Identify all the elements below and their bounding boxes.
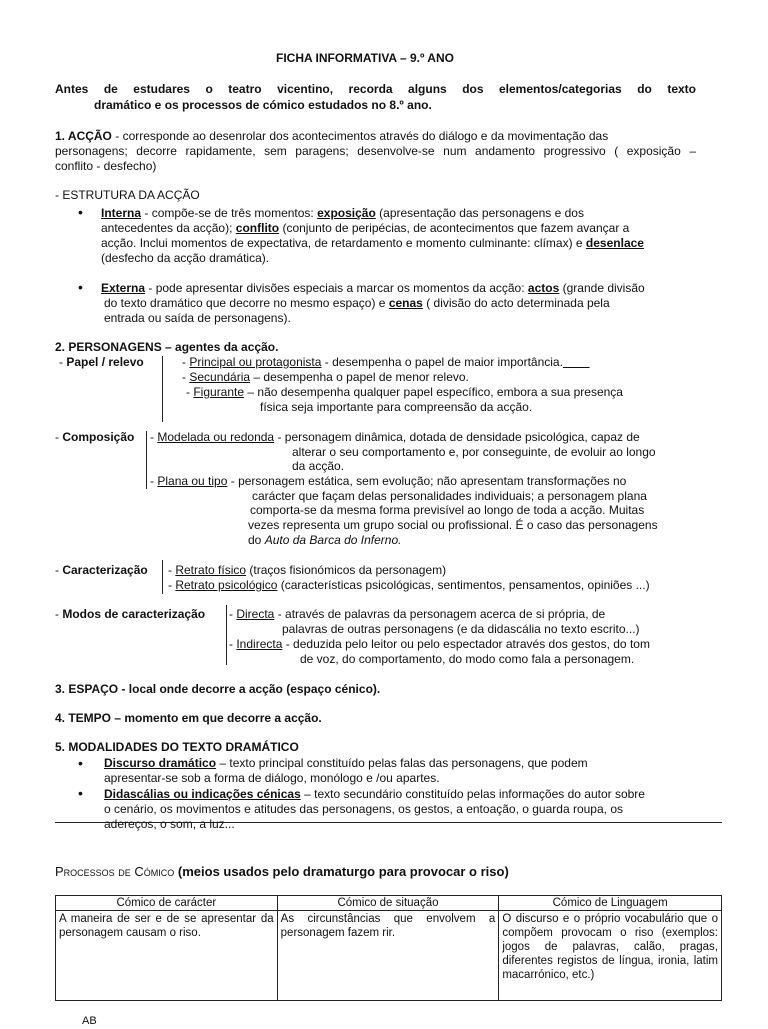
- accao-heading: 1. ACÇÃO: [55, 129, 112, 143]
- modelada-term: Modelada ou redonda: [157, 430, 275, 444]
- directa-line-1: - Directa - através de palavras da personagem acerca de si própria, de: [229, 607, 606, 621]
- composicao-label: Composição: [62, 430, 135, 444]
- secundaria-desc: – desempenha o papel de menor relevo.: [253, 370, 469, 384]
- papel-bracket: [162, 356, 163, 422]
- footer-initials: AB: [82, 1015, 97, 1027]
- personagens-heading: 2. PERSONAGENS – agentes da acção.: [55, 340, 279, 354]
- section-divider: [55, 822, 722, 823]
- interna-line-1: [101, 206, 584, 221]
- externa-line-1: [101, 281, 645, 296]
- externa-text-2a: do texto dramático que decorre no mesmo espaço) e: [104, 296, 386, 310]
- interna-term: Interna: [101, 206, 142, 220]
- modelada-line-2: alterar o seu comportamento e, por conseguinte, de evoluir ao longo: [292, 445, 656, 459]
- caracterizacao-label-row: - Caracterização: [55, 563, 148, 577]
- interna-text-3a: acção. Inclui momentos de expectativa, de retardamento e momento culminante: clímax) e: [101, 236, 583, 250]
- estrutura-heading: - ESTRUTURA DA ACÇÃO: [55, 188, 200, 202]
- accao-line-3: conflito - desfecho): [55, 159, 157, 173]
- page-title: FICHA INFORMATIVA – 9.º ANO: [276, 51, 454, 65]
- fisico-desc: (traços fisionómicos da personagem): [249, 563, 447, 577]
- intro-line-1: Antes de estudares o teatro vicentino, recorda alguns dos elementos/categorias do texto: [55, 82, 696, 96]
- caracterizacao-label: Caracterização: [62, 563, 148, 577]
- exposicao-term: exposição: [317, 206, 376, 220]
- figurante-desc-1: – não desempenha qualquer papel específico, embora a sua presença: [247, 385, 623, 399]
- directa-desc-1: - através de palavras da personagem acerca de si própria, de: [277, 607, 606, 621]
- didascalias-desc-1: – texto secundário constituído pelas informações do autor sobre: [304, 787, 645, 801]
- externa-text-1a: - pode apresentar divisões especiais a marcar os momentos da acção:: [148, 281, 525, 295]
- plana-line-4: vezes representa um grupo social ou profissional. É o caso das personagens: [248, 518, 658, 532]
- principal-desc: - desempenha o papel de maior importância.: [324, 355, 563, 369]
- comico-table: [55, 895, 722, 1001]
- modos-label-row: - Modos de caracterização: [55, 607, 206, 621]
- table-header: Cómico de Linguagem: [499, 896, 722, 911]
- principal-line: - Principal ou protagonista - desempenha o papel de maior importância.: [182, 355, 563, 369]
- discurso-term: Discurso dramático: [104, 756, 217, 770]
- composicao-label-row: - Composição: [55, 430, 135, 444]
- fisico-line: - Retrato físico (traços fisionómicos da personagem): [168, 563, 447, 577]
- modelada-line-1: - Modelada ou redonda - personagem dinâmica, dotada de densidade psicológica, capaz de: [150, 430, 640, 444]
- caracterizacao-bracket: [162, 560, 163, 594]
- modelada-line-3: da acção.: [292, 459, 345, 473]
- plana-line-3: comporta-se da mesma forma previsível ao longo de toda a acção. Muitas: [250, 503, 645, 517]
- table-row: [56, 911, 722, 1001]
- psico-desc: (características psicológicas, sentimentos, pensamentos, opiniões ...): [280, 578, 650, 592]
- desenlace-term: desenlace: [585, 236, 644, 250]
- conflito-term: conflito: [235, 221, 280, 235]
- espaco-heading: 3. ESPAÇO - local onde decorre a acção (espaço cénico).: [55, 682, 381, 696]
- plana-desc-1: - personagem estática, sem evolução; não apresentam transformações no: [230, 474, 627, 488]
- modos-label: Modos de caracterização: [62, 607, 206, 621]
- indirecta-line-1: - Indirecta - deduzida pelo leitor ou pelo espectador através dos gestos, do tom: [229, 637, 650, 651]
- externa-line-2: [104, 296, 610, 311]
- bullet-icon: •: [78, 204, 83, 220]
- interna-text-2b: (conjunto de peripécias, de acontecimentos que fazem avançar a: [282, 221, 630, 235]
- externa-line-3: entrada ou saída de personagens).: [104, 311, 291, 325]
- plana-line-2: carácter que façam delas personalidades individuais; a personagem plana: [252, 489, 647, 503]
- directa-term: Directa: [236, 607, 275, 621]
- psico-line: - Retrato psicológico (características psicológicas, sentimentos, pensamentos, opiniões ...): [168, 578, 650, 592]
- didascalias-line-1: [104, 787, 645, 802]
- accao-line-1: [55, 129, 608, 144]
- didascalias-line-2: o cenário, os movimentos e atitudes das personagens, os gestos, a entoação, o guarda roupa, os: [104, 802, 623, 816]
- discurso-desc-1: – texto principal constituído pelas falas das personagens, que podem: [219, 756, 588, 770]
- interna-line-4: (desfecho da acção dramática).: [101, 251, 270, 265]
- plana-desc-5a: do: [248, 533, 262, 547]
- plana-term: Plana ou tipo: [157, 474, 228, 488]
- plana-line-5: [248, 533, 401, 548]
- fisico-term: Retrato físico: [175, 563, 247, 577]
- secundaria-line: - Secundária – desempenha o papel de menor relevo.: [182, 370, 469, 384]
- modelada-desc-1: - personagem dinâmica, dotada de densidade psicológica, capaz de: [277, 430, 640, 444]
- papel-label: Papel / relevo: [66, 355, 144, 369]
- interna-line-2: [101, 221, 629, 236]
- discurso-line-1: [104, 756, 588, 771]
- bullet-icon: •: [78, 279, 83, 295]
- comico-heading-sc: Processos de Cómico: [55, 864, 175, 879]
- directa-line-2: palavras de outras personagens (e da didascália no texto escrito...): [282, 622, 640, 636]
- externa-term: Externa: [101, 281, 146, 295]
- modalidades-heading: 5. MODALIDADES DO TEXTO DRAMÁTICO: [55, 740, 299, 754]
- interna-text-1b: (apresentação das personagens e dos: [379, 206, 584, 220]
- didascalias-line-3: adereços, o som, a luz...: [104, 817, 235, 831]
- accao-line-2: personagens; decorre rapidamente, sem paragens; desenvolve-se num andamento progressivo ( exposição –: [55, 144, 696, 158]
- didascalias-term: Didascálias ou indicações cénicas: [104, 787, 301, 801]
- indirecta-term: Indirecta: [236, 637, 283, 651]
- table-cell: As circunstâncias que envolvem a personagem fazem rir.: [277, 911, 499, 1001]
- table-header: Cómico de situação: [277, 896, 499, 911]
- bullet-icon: •: [78, 755, 83, 771]
- figurante-line-2: física seja importante para compreensão da acção.: [260, 400, 533, 414]
- table-header-row: [56, 896, 722, 911]
- figurante-line: - Figurante – não desempenha qualquer papel específico, embora a sua presença: [186, 385, 623, 399]
- principal-term: Principal ou protagonista: [189, 355, 322, 369]
- tempo-heading: 4. TEMPO – momento em que decorre a acção.: [55, 711, 322, 725]
- intro-line-2: dramático e os processos de cómico estudados no 8.º ano.: [94, 98, 432, 112]
- interna-text-2a: antecedentes da acção);: [101, 221, 233, 235]
- discurso-line-2: apresentar-se sob a forma de diálogo, monólogo e /ou apartes.: [104, 771, 440, 785]
- comico-heading-rest: (meios usados pelo dramaturgo para provocar o riso): [177, 864, 509, 879]
- accao-text-1: - corresponde ao desenrolar dos acontecimentos através do diálogo e da movimentação das: [115, 129, 609, 143]
- indirecta-desc-1: - deduzida pelo leitor ou pelo espectador através dos gestos, do tom: [285, 637, 650, 651]
- externa-text-2b: ( divisão do acto determinada pela: [426, 296, 610, 310]
- comico-heading: [55, 864, 509, 879]
- secundaria-term: Secundária: [189, 370, 251, 384]
- actos-term: actos: [527, 281, 560, 295]
- externa-text-1b: (grande divisão: [562, 281, 645, 295]
- interna-line-3: [101, 236, 644, 251]
- cenas-term: cenas: [388, 296, 423, 310]
- figurante-term: Figurante: [193, 385, 245, 399]
- indirecta-line-2: de voz, do comportamento, do modo como fala a personagem.: [300, 652, 635, 666]
- table-cell: A maneira de ser e de se apresentar da personagem causam o riso.: [56, 911, 278, 1001]
- interna-text-1a: - compõe-se de três momentos:: [144, 206, 314, 220]
- papel-label-row: - Papel / relevo: [59, 355, 144, 369]
- composicao-bracket: [146, 431, 147, 489]
- plana-line-1: - Plana ou tipo - personagem estática, sem evolução; não apresentam transformações no: [150, 474, 627, 488]
- bullet-icon: •: [78, 785, 83, 801]
- psico-term: Retrato psicológico: [175, 578, 278, 592]
- table-header: Cómico de carácter: [56, 896, 278, 911]
- modos-bracket: [226, 605, 227, 665]
- auto-barca-title: Auto da Barca do Inferno.: [264, 533, 402, 547]
- table-cell: O discurso e o próprio vocabulário que o compõem provocam o riso (exemplos: jogos de palavras, calão, pragas, diferentes registos de língua, ironia, latim macarrónico, etc.): [499, 911, 722, 1001]
